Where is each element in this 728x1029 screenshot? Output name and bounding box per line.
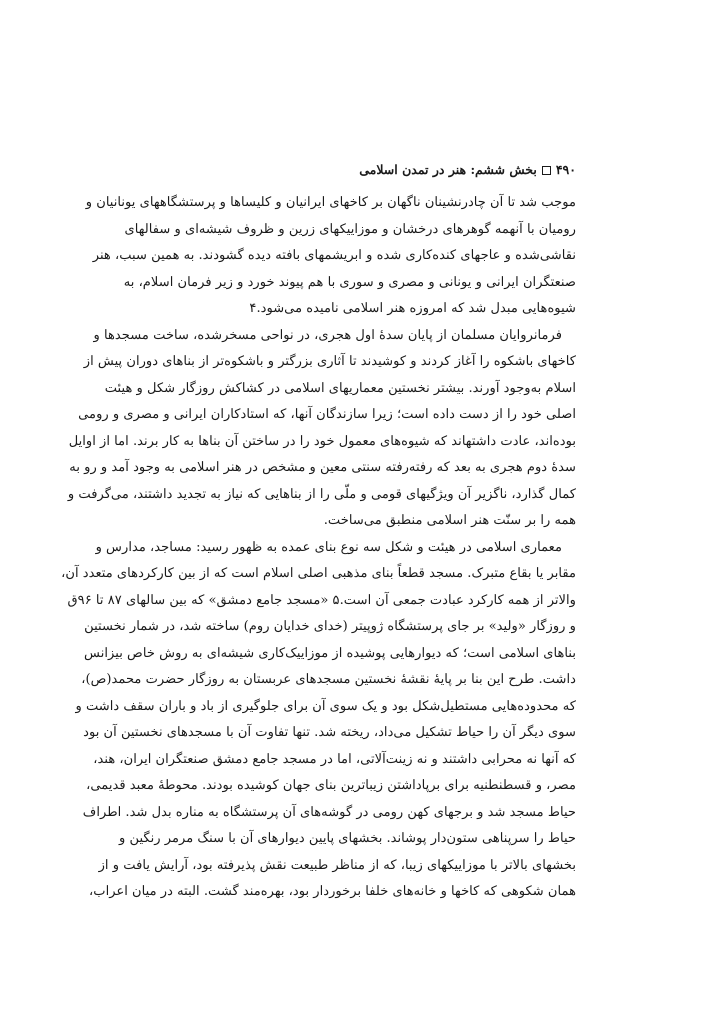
text-line: رومیان با آنهمه گوهرهای درخشان و موزاییکهای زرین و ظروف شیشه‌ای و سفالهای [124, 221, 576, 237]
text-line: نقاشی‌شده و عاجهای کنده‌کاری شده و ابریشمهای بافته دیده گشودند. به همین سبب، هنر [92, 248, 576, 263]
text-line: همه را بر سنّت هنر اسلامی منطبق می‌ساخت. [323, 513, 576, 528]
text-line: مصر، و قسطنطنیه برای برپاداشتن زیباترین بنای جهان کوشیده بودند. محوطهٔ معبد قدیمی، [86, 778, 576, 793]
text-line: کاخهای باشکوه را آغاز کردند و کوشیدند تا آثاری بزرگتر و باشکوه‌تر از بناهای دوران پیش از [83, 354, 576, 369]
text-line: که آنها نه محرابی داشتند و نه زینت‌آلاتی، اما در مسجد جامع دمشق صنعتگران ایران، هند، [93, 751, 576, 767]
text-line: فرمانروایان مسلمان از پایان سدهٔ اول هجری، در نواحی مسخرشده، ساخت مسجدها و [93, 327, 562, 343]
text-line: سدهٔ دوم هجری به بعد که رفته‌رفته سنتی معین و مشخص در هنر اسلامی به وجود آمد و رو به [69, 460, 576, 475]
text-line: والاتر از همه کارکرد عبادت جمعی آن است.۵ «مسجد جامع دمشق» که بین سالهای ۸۷ تا ۹۶ق [67, 592, 576, 608]
text-line: بناهای اسلامی است؛ که دیوارهایی پوشیده از موزاییک‌کاری شیشه‌ای به روش خاص بیزانس [84, 645, 576, 661]
text-line: صنعتگران ایرانی و یونانی و مصری و سوری با هم پیوند خورد و زیر فرمان اسلام، به [123, 274, 576, 290]
text-line: اصلی خود را از دست داده است؛ زیرا سازندگان آنها، که استادکاران ایرانی و مصری و رومی [78, 407, 576, 422]
text-line: شیوه‌هایی مبدل شد که امروزه هنر اسلامی نامیده می‌شود.۴ [249, 301, 576, 316]
text-line: حیاط مسجد شد و برجهای کهن رومی در گوشه‌های آن پرستشگاه به مناره بدل شد. اطراف [82, 804, 576, 820]
text-line: سوی دیگر آن را حیاط تشکیل می‌داد، ریخته شد. تنها تفاوت آن با مسجدهای نخستین آن بود [83, 725, 576, 740]
chapter-title: بخش ششم: هنر در تمدن اسلامی [359, 162, 537, 177]
square-bullet-icon [542, 166, 551, 175]
text-line: بوده‌اند، عادت داشتهاند که شیوه‌های معمول خود را در ساختن آن بناها به کار برند. اما از اوایل [68, 433, 576, 449]
text-line: مقابر یا بقاع متبرک. مسجد قطعاً بنای مذهبی اصلی اسلام است که از بین کارکردهای متعدد آن، [61, 566, 576, 581]
text-line: بخشهای بالاتر با موزاییکهای زیبا، که از مناظر طبیعت نقش پذیرفته بود، آرایش یافت و از [98, 857, 576, 873]
running-header [146, 162, 576, 177]
text-line: که محدوده‌هایی مستطیل‌شکل بود و یک سوی آن برای جلوگیری از باد و باران سقف داشت و [75, 698, 576, 714]
text-line: موجب شد تا آن چادرنشینان ناگهان بر کاخهای ایرانیان و کلیساها و پرستشگاههای یونانیان و [85, 195, 576, 210]
text-line: همان شکوهی که کاخها و خانه‌های خلفا برخوردار بود، بهره‌مند گشت. البته در میان اعراب، [89, 884, 576, 899]
text-line: و روزگار «ولید» بر جای پرستشگاه ژوپیتر (خدای خدایان روم) ساخته شد، در شمار نخستین [84, 619, 576, 634]
text-line: اسلام به‌وجود آورند. بیشتر نخستین معماریهای اسلامی در کشاکش روزگار شکل و هیئت [104, 380, 576, 396]
text-line: داشت. طرح این بنا بر پایهٔ نقشهٔ نخستین مسجدهای عربستان به روزگار حضرت محمد(ص)، [81, 672, 576, 687]
text-line: معماری اسلامی در هیئت و شکل سه نوع بنای عمده به ظهور رسید: مساجد، مدارس و [95, 539, 562, 555]
page-number: ۴۹۰ [555, 162, 576, 177]
text-line: کمال گذارد، ناگزیر آن ویژگیهای قومی و ملّی را از بناهایی که نیاز به تجدید داشتند، می‌گرفت و [67, 486, 576, 502]
body-text [61, 190, 576, 906]
text-line: حیاط را سرپناهی ستون‌دار پوشاند. بخشهای پایین دیوارهای آن با سنگ مرمر رنگین و [119, 831, 576, 846]
